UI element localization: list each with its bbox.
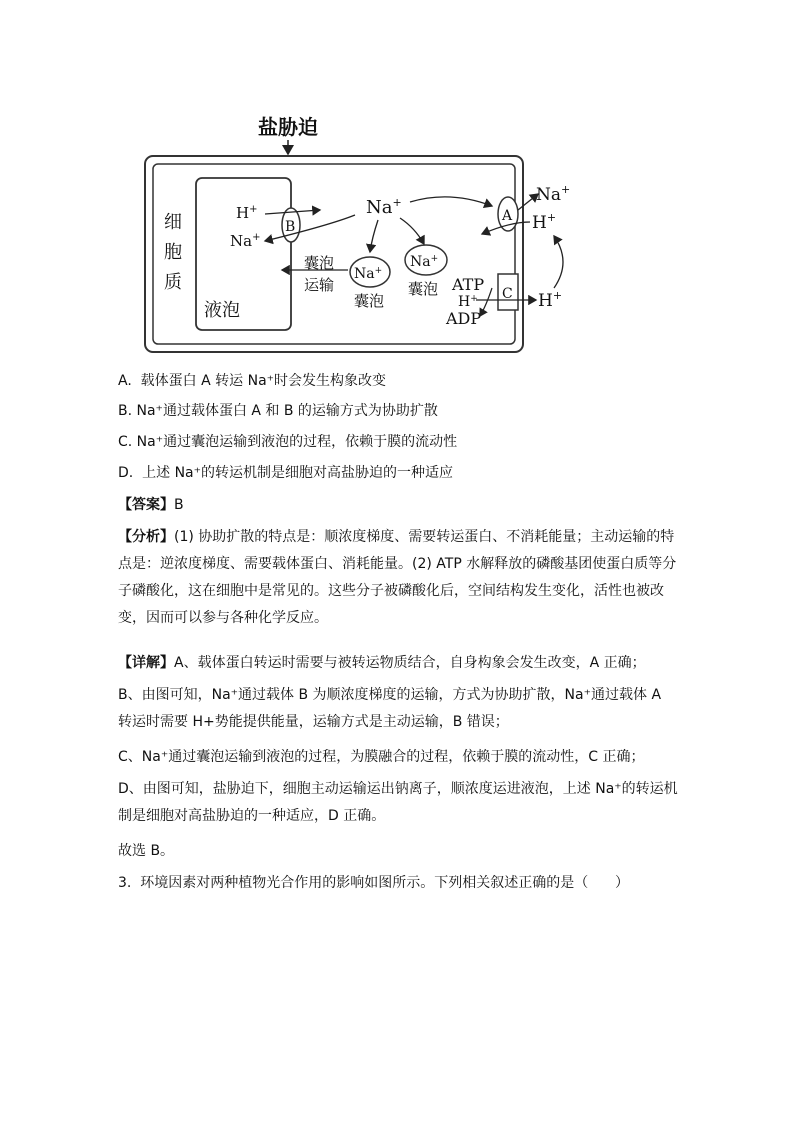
question-3: 3. 环境因素对两种植物光合作用的影响如图所示。下列相关叙述正确的是（ ）: [118, 875, 629, 891]
na-out-arrow: [518, 194, 538, 210]
diagram-svg: [140, 110, 571, 360]
carrier-c-label: C: [502, 286, 513, 302]
option-b: B. Na⁺通过载体蛋白 A 和 B 的运输方式为协助扩散: [118, 403, 438, 419]
vacuole-label: 液泡: [204, 300, 240, 321]
option-a: A. 载体蛋白 A 转运 Na⁺时会发生构象改变: [118, 373, 387, 389]
carrier-a-label: A: [502, 208, 513, 224]
salt-stress-label: 盐胁迫: [258, 115, 318, 139]
na-ion-cytoplasm: Na+: [366, 196, 402, 218]
detail-c: C、Na⁺通过囊泡运输到液泡的过程，为膜融合的过程，依赖于膜的流动性，C 正确；: [118, 749, 645, 765]
cytoplasm-label-2: 胞: [164, 242, 182, 263]
vesicle-transport-label-2: 运输: [304, 276, 335, 294]
vesicle-2-na: Na+: [410, 254, 439, 270]
carrier-b-label: B: [285, 219, 296, 235]
vesicle-transport-label-1: 囊泡: [304, 254, 335, 272]
na-in-arrow: [265, 215, 355, 241]
answer-line: [118, 492, 678, 519]
h-ion-outside-bottom: H+: [538, 289, 563, 311]
cytoplasm-label-1: 细: [164, 212, 182, 233]
na-ion-outside: Na+: [536, 183, 571, 205]
h-ion-pump: H+: [458, 294, 478, 310]
na-to-a-arrow: [410, 197, 492, 206]
adp-label: ADP: [446, 309, 482, 328]
na-ion-vacuole: Na+: [230, 232, 261, 250]
detail-b: B、由图可知，Na⁺通过载体 B 为顺浓度梯度的运输，方式为协助扩散，Na⁺通过载体 A 转运时需要 H+势能提供能量，运输方式是主动运输，B 错误；: [118, 687, 666, 730]
na-to-vesicle-arrow-2: [400, 218, 424, 244]
conclusion: 故选 B。: [118, 843, 175, 859]
analysis-text: (1) 协助扩散的特点是：顺浓度梯度、需要转运蛋白、不消耗能量；主动运输的特点是：逆浓度梯度、需要载体蛋白、消耗能量。(2) ATP 水解释放的磷酸基团使蛋白质等分子磷酸化，这在细胞中是常见的。这些分子被磷酸化后，空间结构发生变化，活性也被改变，因而可以参与各种化学反应。: [118, 529, 677, 626]
answer-value: B: [174, 497, 184, 513]
cytoplasm-label-3: 质: [164, 272, 182, 293]
detail-a-text: A、载体蛋白转运时需要与被转运物质结合，自身构象会发生改变，A 正确；: [174, 655, 646, 671]
analysis-tag: 【分析】: [118, 529, 174, 545]
detail-a: [118, 650, 678, 677]
na-transport-diagram: [140, 110, 571, 360]
h-ion-outside-top: H+: [532, 211, 557, 233]
analysis-paragraph: [118, 524, 678, 632]
vesicle-1-label: 囊泡: [354, 292, 385, 310]
atp-label: ATP: [452, 275, 485, 294]
vesicle-1-na: Na+: [354, 266, 383, 282]
answer-tag: 【答案】: [118, 497, 174, 513]
h-ion-vacuole: H+: [236, 204, 258, 222]
detail-tag: 【详解】: [118, 655, 174, 671]
option-d: D. 上述 Na⁺的转运机制是细胞对高盐胁迫的一种适应: [118, 465, 454, 481]
vesicle-2-label: 囊泡: [408, 280, 439, 298]
option-c: C. Na⁺通过囊泡运输到液泡的过程，依赖于膜的流动性: [118, 434, 458, 450]
detail-d: D、由图可知，盐胁迫下，细胞主动运输运出钠离子，顺浓度运进液泡，上述 Na⁺的转运机制是细胞对高盐胁迫的一种适应，D 正确。: [118, 781, 678, 824]
na-to-vesicle-arrow-1: [370, 220, 378, 252]
h-gradient-arrow: [554, 236, 563, 288]
